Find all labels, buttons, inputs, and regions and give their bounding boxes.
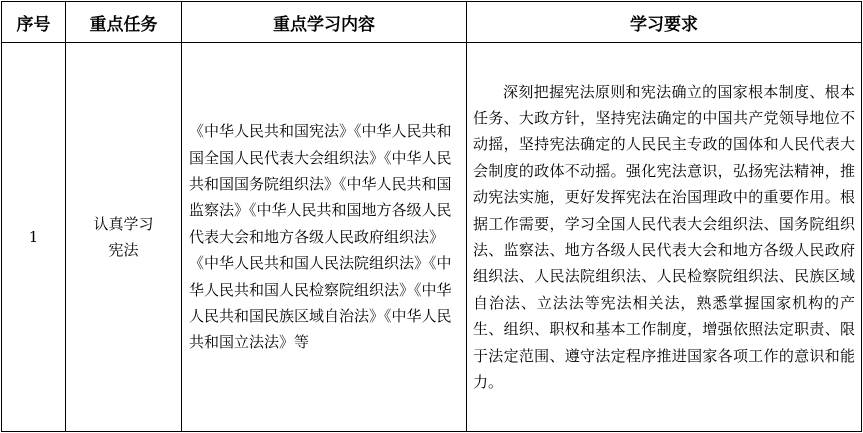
header-requirement: 学习要求	[467, 2, 862, 43]
table-row	[2, 43, 862, 432]
header-serial-number: 序号	[2, 2, 66, 43]
header-key-content: 重点学习内容	[182, 2, 467, 43]
task-line-2: 宪法	[108, 241, 139, 259]
table-header-row	[2, 2, 862, 43]
task-line-1: 认真学习	[93, 215, 154, 233]
cell-key-task	[66, 43, 182, 432]
study-plan-table	[1, 1, 862, 432]
cell-serial-number: 1	[2, 43, 66, 432]
cell-requirement: 深刻把握宪法原则和宪法确立的国家根本制度、根本任务、大政方针，坚持宪法确定的中国共产党领导地位不动摇，坚持宪法确定的人民民主专政的国体和人民代表大会制度的政体不动摇。强化宪法意识，弘扬宪法精神，推动宪法实施，更好发挥宪法在治国理政中的重要作用。根据工作需要，学习全国人民代表大会组织法、国务院组织法、监察法、地方各级人民代表大会和地方各级人民政府组织法、人民法院组织法、人民检察院组织法、民族区域自治法、立法法等宪法相关法，熟悉掌握国家机构的产生、组织、职权和基本工作制度，增强依照法定职责、限于法定范围、遵守法定程序推进国家各项工作的意识和能力。	[467, 43, 862, 432]
cell-key-content: 《中华人民共和国宪法》《中华人民共和国全国人民代表大会组织法》《中华人民共和国国务院组织法》《中华人民共和国监察法》《中华人民共和国地方各级人民代表大会和地方各级人民政府组织法》《中华人民共和国人民法院组织法》《中华人民共和国人民检察院组织法》《中华人民共和国民族区域自治法》《中华人民共和国立法法》等	[182, 43, 467, 432]
header-key-task: 重点任务	[66, 2, 182, 43]
